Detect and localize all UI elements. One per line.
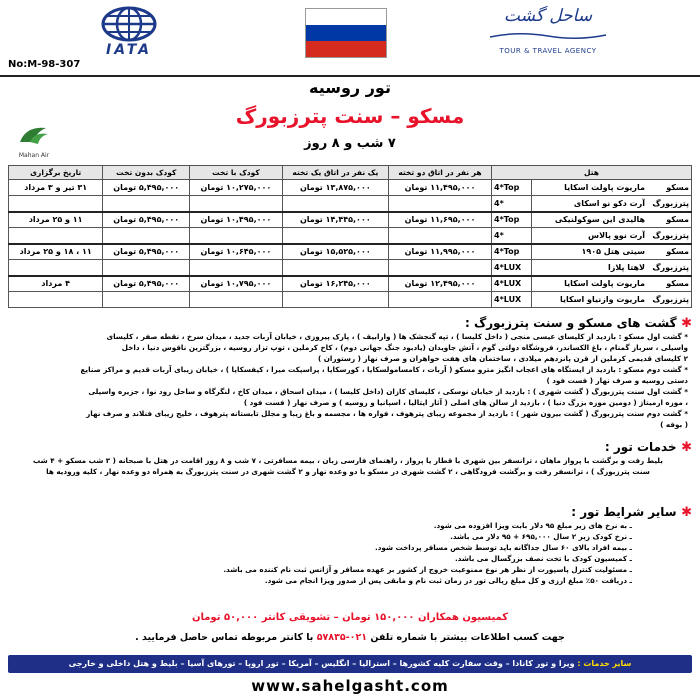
city-name: پترزبورگ — [652, 198, 689, 208]
section-line: * گشت اول سنت پترزبورگ ( گشت شهری ) : بازدید از خیابان نوسکی ، کلیسای کازان (داخل کلیسا ) ، میدان اسحاق ، میدان کاخ ، لنگرگاه و ساحل رود نوا ، جزیره واسیلی — [88, 387, 688, 396]
services-text: ویزا و تور کانادا – وقت سفارت کلیه کشورها – استرالیا – انگلیس – آمریکا – تور اروپا – تورهای آسیا – بلیط و هتل داخلی و خارجی — [68, 659, 575, 668]
mahan-air-text: Mahan Air — [18, 152, 50, 159]
iata-logo — [90, 6, 168, 58]
table-row — [9, 228, 692, 244]
price-child-bed — [190, 292, 283, 308]
price-single — [282, 292, 388, 308]
star-bullet-icon: ✱ — [676, 316, 692, 331]
russia-flag — [305, 8, 387, 58]
conditions-section-body — [8, 520, 692, 586]
price-double — [388, 292, 491, 308]
tours-section — [8, 316, 692, 430]
agency-logo — [478, 6, 618, 56]
header-child-bed: کودک با تخت — [190, 166, 283, 180]
hotel-name: هالیدی این سوکولنیکی — [554, 215, 645, 225]
bird-icon — [16, 122, 52, 148]
section-line: ـ بیمه افراد بالای ۶۰ سال جداگانه باید توسط شخص مسافر پرداخت شود. — [375, 543, 632, 552]
table-header-row — [9, 166, 692, 180]
table-row — [9, 180, 692, 196]
section-line: ـ مسئولیت کنترل پاسپورت از نظر هر نوع ممنوعیت خروج از کشور بر عهده مسافر و آژانس ثبت نام کننده می باشد. — [223, 565, 632, 574]
tour-dates: ۱۱ و ۲۵ مرداد — [9, 212, 103, 228]
price-single: ۱۴,۴۴۵,۰۰۰ تومان — [282, 212, 388, 228]
price-child-bed — [190, 260, 283, 276]
hotel-star-rating: 4*Top — [492, 244, 532, 260]
hotel-star-rating: 4*LUX — [492, 260, 532, 276]
wave-icon — [488, 31, 608, 41]
header-single: یک نفر در اتاق یک تخته — [282, 166, 388, 180]
hotel-name: سیتی هتل ۱۹۰۵ — [581, 247, 645, 257]
star-bullet-icon: ✱ — [676, 440, 692, 455]
section-line: * گشت اول مسکو : بازدید از کلیسای عیسی منجی ( داخل کلیسا ) ، تپه گنجشک ها ( وارابیف ) ، پارک پیروزی ، خیابان آربات جدید ، میدان سرخ ، نقطه صفر ، کلیسای — [106, 332, 688, 341]
hotel-star-rating: 4*Top — [492, 180, 532, 196]
table-row — [9, 292, 692, 308]
agency-subtitle: TOUR & TRAVEL AGENCY — [499, 47, 597, 55]
other-services-banner — [8, 655, 692, 673]
price-double: ۱۲,۴۹۵,۰۰۰ تومان — [388, 276, 491, 292]
header-divider — [0, 75, 700, 77]
tour-dates — [9, 228, 103, 244]
iata-text: IATA — [105, 42, 152, 58]
conditions-section — [8, 505, 692, 586]
city-name: پترزبورگ — [652, 230, 689, 240]
price-child-nobed — [103, 196, 190, 212]
hotel-star-rating: 4*Top — [492, 212, 532, 228]
tour-dates — [9, 196, 103, 212]
hotel-cell — [532, 244, 692, 260]
hotel-name: آرت نوو پالاس — [588, 230, 645, 240]
price-double — [388, 260, 491, 276]
header-child-nobed: کودک بدون تخت — [103, 166, 190, 180]
hotel-star-rating: 4* — [492, 196, 532, 212]
section-line: ، موزه ارمیتاژ ( دومین موزه بزرگ دنیا ) ، بازدید از سالن های اصلی ( آثار ایتالیا ، اسپانیا و روسیه ) و صرف نهار ( فست فود ) — [243, 398, 688, 407]
tour-price-table — [8, 165, 692, 308]
section-line: دستی روسیه و صرف نهار ( فست فود ) — [546, 376, 688, 385]
route-title: مسکو – سنت پترزبورگ — [235, 104, 465, 128]
price-child-bed: ۱۰,۷۹۵,۰۰۰ تومان — [190, 276, 283, 292]
tour-dates — [9, 260, 103, 276]
document-code: No:M-98-307 — [8, 59, 81, 70]
header-date: تاریخ برگزاری — [9, 166, 103, 180]
section-line: ـ کمیسیون کودک با تخت نصف بزرگسال می باشد. — [454, 554, 632, 563]
section-line: ـ به نرخ های زیر مبلغ ۹۵ دلار بابت ویزا افزوده می شود. — [433, 521, 632, 530]
tours-section-body — [8, 331, 692, 430]
city-name: پترزبورگ — [652, 262, 689, 272]
hotel-cell — [532, 196, 692, 212]
contact-prefix: جهت کسب اطلاعات بیشتر با شماره تلفن — [370, 632, 565, 643]
price-single — [282, 228, 388, 244]
conditions-section-title: ✱ سایر شرایط تور : — [571, 505, 692, 520]
city-name: مسکو — [666, 183, 689, 192]
price-single — [282, 260, 388, 276]
price-double — [388, 196, 491, 212]
commission-text: کمیسیون همکاران ۱۵۰,۰۰۰ تومان – تشویقی کانتر ۵۰,۰۰۰ تومان — [191, 612, 509, 623]
globe-icon — [90, 6, 168, 42]
hotel-cell — [532, 180, 692, 196]
hotel-cell — [532, 260, 692, 276]
section-line: ـ نرخ کودک زیر ۲ سال ۶۹۵,۰۰۰ + ۹۵ دلار می باشد. — [450, 532, 632, 541]
table-row — [9, 276, 692, 292]
flag-stripe-red — [306, 41, 386, 57]
price-single: ۱۳,۸۷۵,۰۰۰ تومان — [282, 180, 388, 196]
tour-title: تور روسیه — [309, 78, 391, 97]
hotel-name: ماریوت پاولت اسکایا — [564, 183, 645, 192]
mahan-air-logo — [14, 122, 54, 158]
section-line: ( بوفه ) — [660, 420, 688, 429]
website-link[interactable]: www.sahelgasht.com — [251, 677, 449, 695]
hotel-cell — [532, 228, 692, 244]
price-double: ۱۱,۴۹۵,۰۰۰ تومان — [388, 180, 491, 196]
services-section-title: ✱ خدمات تور : — [604, 440, 692, 455]
contact-line — [0, 632, 700, 643]
city-name: مسکو — [666, 215, 689, 225]
hotel-star-rating: 4*LUX — [492, 276, 532, 292]
price-single: ۱۵,۵۲۵,۰۰۰ تومان — [282, 244, 388, 260]
price-double — [388, 228, 491, 244]
price-double: ۱۱,۹۹۵,۰۰۰ تومان — [388, 244, 491, 260]
price-child-nobed: ۵,۴۹۵,۰۰۰ تومان — [103, 180, 190, 196]
section-line: سنت پترزبورگ ) ، ترانسفر رفت و برگشت فرودگاهی ، ۲ گشت شهری در مسکو با دو وعده نهار و ۲ گشت شهری در سنت پترزبورگ به همراه دو وعده نهار ، کلیه ورودیه ها — [46, 467, 650, 476]
hotel-name: لاهتا پلازا — [608, 262, 645, 272]
section-line: بلیط رفت و برگشت با پرواز ماهان ، ترانسفر بین شهری با قطار یا پرواز ، راهنمای فارسی زبان ، بیمه مسافرتی ، ۷ شب و ۸ روز اقامت در هتل با صبحانه ( ۳ شب مسکو + ۴ شب — [33, 456, 663, 465]
price-single: ۱۶,۲۴۵,۰۰۰ تومان — [282, 276, 388, 292]
flag-stripe-white — [306, 9, 386, 25]
hotel-name: آرت دکو نو اسکای — [573, 198, 645, 208]
hotel-cell — [532, 212, 692, 228]
tour-dates: ۴ مرداد — [9, 276, 103, 292]
tour-dates: ۳۱ تیر و ۳ مرداد — [9, 180, 103, 196]
flag-stripe-blue — [306, 25, 386, 41]
services-label: سایر خدمات : — [577, 659, 632, 668]
hotel-star-rating: 4* — [492, 228, 532, 244]
section-line: * گشت دوم سنت پترزبورگ ( گشت بیرون شهر ) : بازدید از مجموعه زیبای پترهوف ، فواره ها ، مجسمه و باغ زیبا و مجلل تابستانه پترهوف ، خلیج زیبای فنلاند و صرف نهار — [86, 409, 688, 418]
agency-name: ساحل گشت — [503, 6, 593, 26]
services-section — [8, 440, 692, 477]
hotel-name: ماریوت وازنیاو اسکایا — [559, 295, 645, 304]
contact-suffix: با کانتر مربوطه تماس حاصل فرمایید . — [135, 632, 314, 643]
city-name: مسکو — [666, 247, 689, 257]
city-name: مسکو — [666, 279, 689, 289]
hotel-star-rating: 4*LUX — [492, 292, 532, 308]
phone-number[interactable]: ۰۲۱-۵۷۸۳۵ — [316, 632, 368, 643]
price-child-bed — [190, 228, 283, 244]
price-child-nobed — [103, 228, 190, 244]
header-double: هر نفر در اتاق دو تخته — [388, 166, 491, 180]
city-name: پترزبورگ — [652, 295, 689, 304]
tours-section-title: ✱ گشت های مسکو و سنت پترزبورگ : — [464, 316, 692, 331]
section-line: * گشت دوم مسکو : بازدید از ایستگاه های اعجاب انگیز مترو مسکو ( آربات ، کامسامولسکایا ، کورسکایا ، پراسپکت میرا ، کیفسکایا ) ، خیابان زیبای آربات قدیم و مراکز صنایع — [80, 365, 688, 374]
section-line: ۲ کلیسای قدیمی کرملین از قرن پانزدهم میلادی ، ساختمان های هفت خواهران و صرف نهار ( رستوران ) — [317, 354, 688, 363]
table-row — [9, 212, 692, 228]
hotel-cell — [532, 292, 692, 308]
duration-title: ۷ شب و ۸ روز — [304, 136, 396, 151]
table-row — [9, 260, 692, 276]
price-child-nobed: ۵,۴۹۵,۰۰۰ تومان — [103, 244, 190, 260]
tour-dates — [9, 292, 103, 308]
price-child-nobed — [103, 260, 190, 276]
price-child-bed — [190, 196, 283, 212]
price-double: ۱۱,۶۹۵,۰۰۰ تومان — [388, 212, 491, 228]
price-child-nobed: ۵,۴۹۵,۰۰۰ تومان — [103, 212, 190, 228]
price-child-nobed — [103, 292, 190, 308]
tour-dates: ۱۱ ، ۱۸ و ۲۵ مرداد — [9, 244, 103, 260]
section-line: واسیلی ، سرباز گمنام ، باغ الکساندر، فروشگاه دولتی گوم ، آتش جاویدان (یادبود جنگ جهانی دوم) ، کاخ کرملین ، توپ تزار روسیه ، بزرگترین ناقوس دنیا ، داخل — [121, 343, 688, 352]
price-child-bed: ۱۰,۶۴۵,۰۰۰ تومان — [190, 244, 283, 260]
table-row — [9, 244, 692, 260]
price-child-bed: ۱۰,۲۷۵,۰۰۰ تومان — [190, 180, 283, 196]
services-section-body — [8, 455, 692, 477]
hotel-cell — [532, 276, 692, 292]
table-row — [9, 196, 692, 212]
price-child-nobed: ۵,۴۹۵,۰۰۰ تومان — [103, 276, 190, 292]
star-bullet-icon: ✱ — [676, 505, 692, 520]
price-single — [282, 196, 388, 212]
hotel-name: ماریوت پاولت اسکایا — [564, 279, 645, 289]
header-hotel: هتل — [492, 166, 692, 180]
section-line: ـ دریافت ۵۰٪ مبلغ ارزی و کل مبلغ ریالی تور در زمان ثبت نام و مابقی پس از صدور ویزا انجام می شود. — [264, 576, 632, 585]
price-child-bed: ۱۰,۴۹۵,۰۰۰ تومان — [190, 212, 283, 228]
